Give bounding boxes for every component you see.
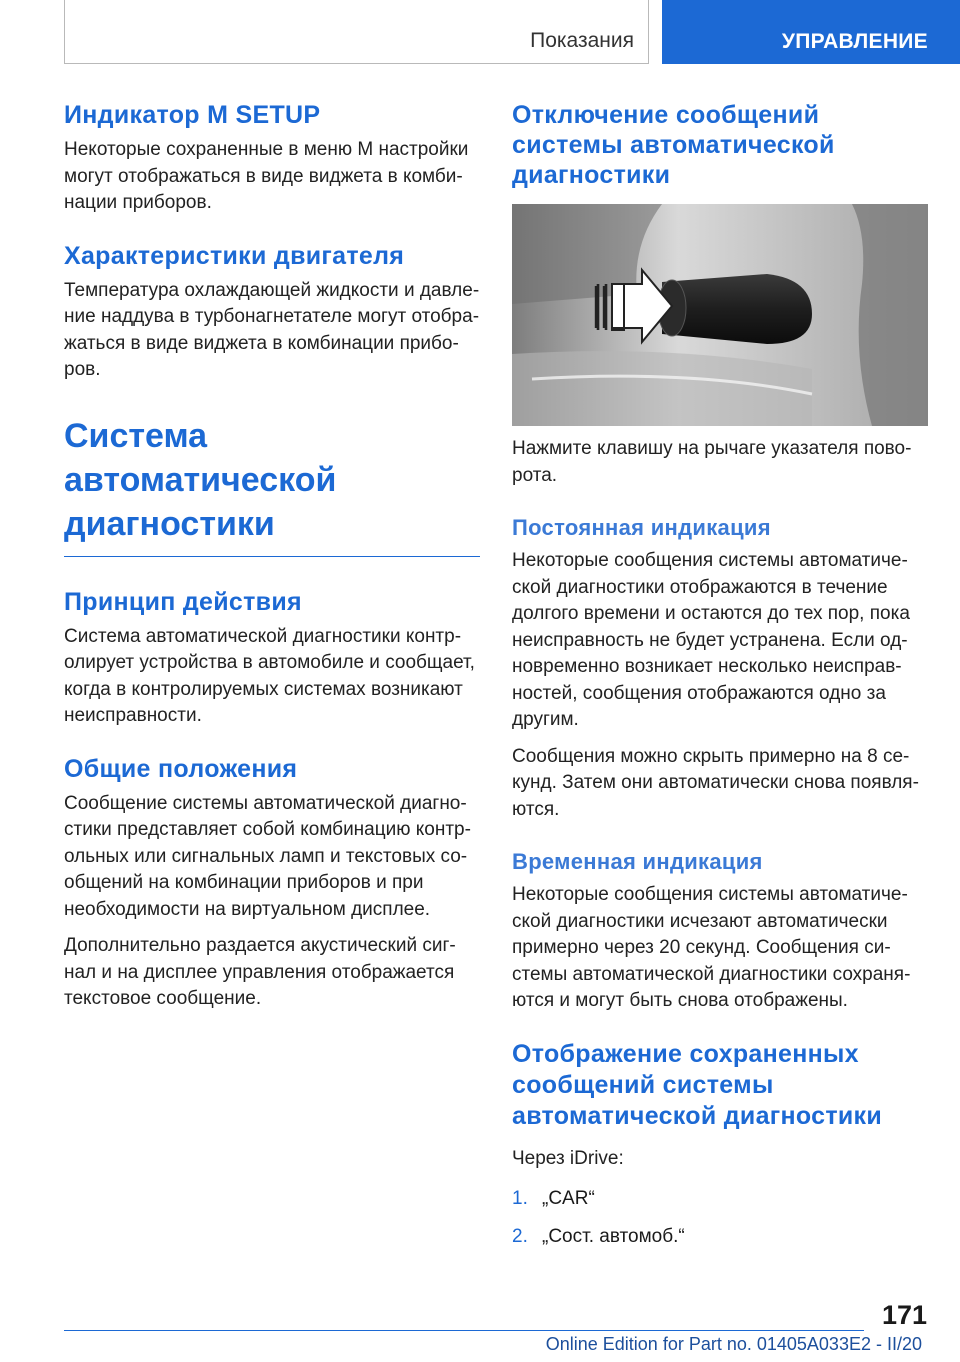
- turn-signal-lever-illustration: [512, 204, 928, 426]
- lever-drawing: [512, 204, 928, 426]
- step-number: 1.: [512, 1188, 528, 1209]
- footer-divider: [64, 1330, 864, 1331]
- diagnostics-section-title: Система автоматической диагностики: [64, 414, 480, 557]
- list-item: [512, 1186, 928, 1212]
- engine-text: Температура охлаждающей жидкости и давление наддува в турбонагнетателе могут отображаться в виде виджета в комбинации приборов.: [64, 279, 480, 380]
- stored-heading: Отображение сохраненных сообщений системы автоматической диагностики: [512, 1039, 883, 1130]
- list-item: [512, 1224, 928, 1250]
- general-text-2: Дополнительно раздается акустический сигнал и на дисплее управления отображается текстовое сообщение.: [64, 935, 456, 1009]
- msetup-heading: Индикатор M SETUP: [64, 101, 321, 129]
- permanent-text-2: Сообщения можно скрыть примерно на 8 секунд. Затем они автоматически снова появляются.: [512, 745, 919, 820]
- left-column: [64, 100, 480, 1013]
- general-text-1: Сообщение системы автоматической диагностики представляет собой комбинацию контрольных или сигнальных ламп и текстовых сообщений на комбинации приборов и при необходимости на виртуальном дисплее.: [64, 792, 471, 920]
- header-chapter-tab: [662, 0, 960, 64]
- permanent-text-1: Некоторые сообщения системы автоматической диагностики отображаются в течение долгого времени и остаются до тех пор, пока неисправность не будет устранена. Если одновременно возникает несколько неисправностей, сообщения отображаются одно за другим.: [512, 550, 910, 730]
- header-section-label: Показания: [530, 29, 634, 52]
- engine-heading: Характеристики двигателя: [64, 241, 405, 270]
- right-column: [512, 100, 928, 1262]
- page-number: 171: [881, 1300, 927, 1330]
- principle-text: Система автоматической диагностики контролирует устройства в автомобиле и сообщает, когда в контролируемых системах возникают неисправности.: [64, 625, 475, 726]
- general-heading: Общие положения: [64, 754, 298, 783]
- footer-edition: Online Edition for Part no. 01405A033E2 - II/20: [545, 1334, 922, 1354]
- stored-steps-list: [512, 1186, 928, 1250]
- step-number: 2.: [512, 1226, 528, 1247]
- principle-heading: Принцип действия: [64, 587, 302, 616]
- stored-intro: Через iDrive:: [512, 1147, 624, 1169]
- disable-heading: Отключение сообщений системы автоматической диагностики: [512, 101, 835, 189]
- header-section-tab: [64, 0, 649, 64]
- disable-caption: Нажмите клавишу на рычаге указателя поворота.: [512, 438, 912, 486]
- step-text: „Сост. автомоб.“: [542, 1226, 685, 1247]
- temporary-text: Некоторые сообщения системы автоматической диагностики исчезают автоматически примерно через 20 секунд. Сообщения системы автоматической диагностики сохраняются и могут быть снова отображены.: [512, 884, 911, 1011]
- header-chapter-label: УПРАВЛЕНИЕ: [781, 30, 928, 53]
- permanent-heading: Постоянная индикация: [512, 515, 771, 540]
- step-text: „CAR“: [542, 1188, 595, 1209]
- temporary-heading: Временная индикация: [512, 849, 763, 874]
- msetup-text: Некоторые сохраненные в меню M настройки могут отображаться в виде виджета в комбинации приборов.: [64, 139, 469, 213]
